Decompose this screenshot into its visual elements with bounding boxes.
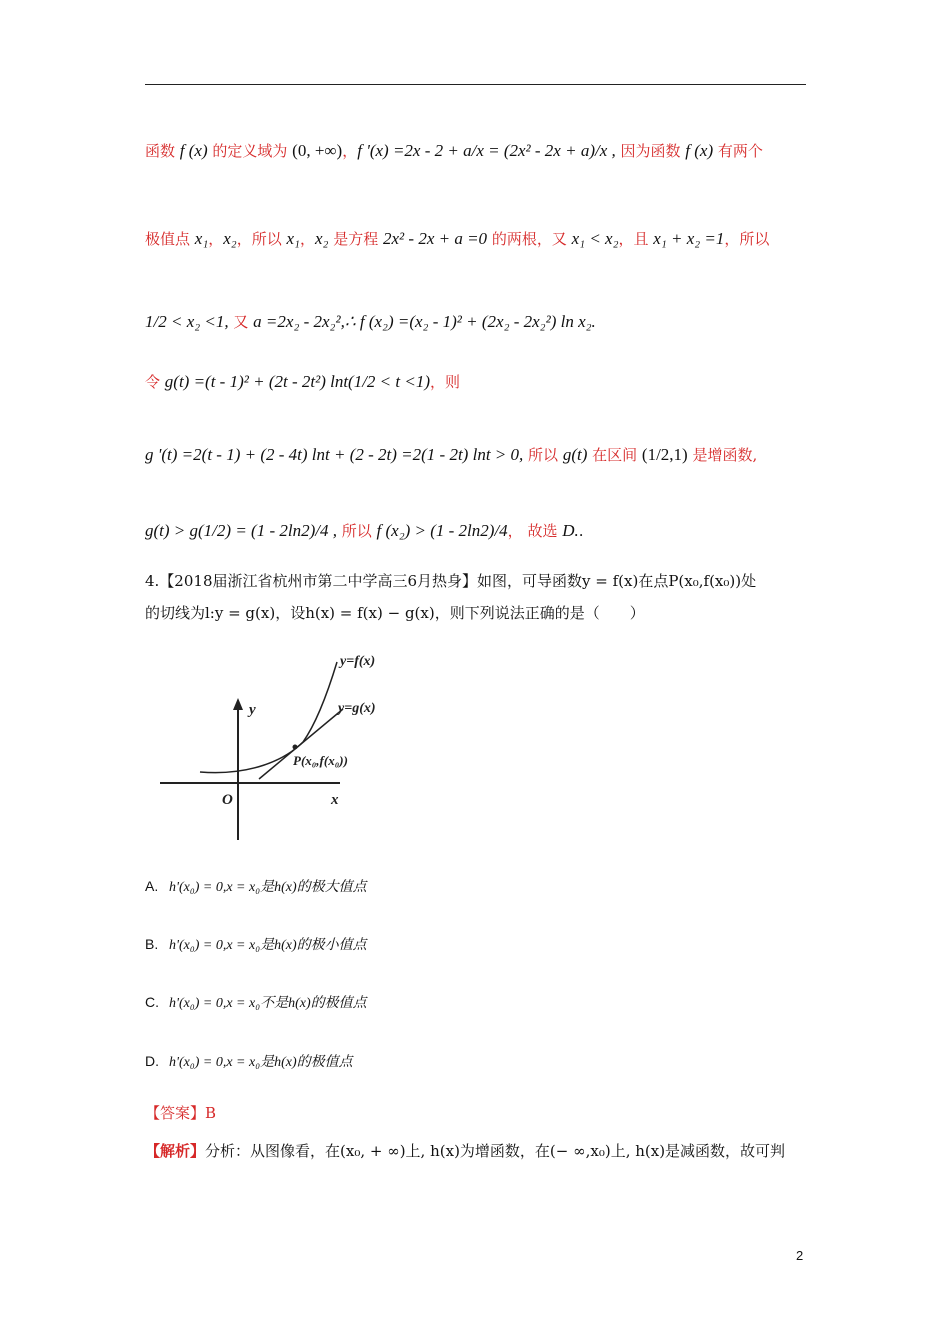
text-comma-b: ， bbox=[299, 230, 315, 248]
option-c-label: C. bbox=[145, 994, 159, 1010]
math-g-def: g(t) =(t - 1)² + (2t - 2t²) lnt(1/2 < t <1) bbox=[164, 372, 431, 391]
analysis-line bbox=[145, 1137, 810, 1165]
text-choose: ， 故选 bbox=[507, 522, 563, 540]
math-interval: (1/2,1) bbox=[641, 445, 688, 464]
solution-line-3 bbox=[145, 308, 810, 336]
math-equation: 2x² - 2x + a =0 bbox=[383, 229, 488, 248]
math-f-bound: f (x₂) > (1 - 2ln2)/4 bbox=[376, 521, 508, 540]
label-p: P(x₀,f(x₀)) bbox=[293, 753, 348, 768]
text-increasing: 是增函数, bbox=[687, 446, 758, 464]
option-a-label: A. bbox=[145, 878, 159, 894]
answer-tag: 【答案】 bbox=[145, 1104, 206, 1122]
math-range-x2: 1/2 < x₂ <1, bbox=[145, 312, 229, 331]
function-graph bbox=[155, 650, 415, 845]
option-d-text: h'(x₀) = 0,x = x₀是h(x)的极值点 bbox=[169, 1055, 353, 1070]
option-a bbox=[145, 873, 367, 901]
tangent-line-g bbox=[259, 709, 343, 779]
answer-line bbox=[145, 1099, 810, 1127]
math-x1-plus-x2: x₁ + x₂ =1 bbox=[653, 229, 725, 248]
option-c bbox=[145, 989, 367, 1017]
text-extreme-points: 极值点 bbox=[145, 230, 195, 248]
label-origin: O bbox=[222, 792, 233, 808]
solution-line-1 bbox=[145, 137, 810, 165]
option-a-text: h'(x₀) = 0,x = x₀是h(x)的极大值点 bbox=[169, 880, 367, 895]
option-c-text: h'(x₀) = 0,x = x₀不是h(x)的极值点 bbox=[169, 996, 367, 1011]
option-d bbox=[145, 1048, 353, 1076]
text-comma-a: ， bbox=[208, 230, 224, 248]
text-domain-is: 的定义域为 bbox=[207, 142, 293, 160]
y-axis-arrow-icon bbox=[233, 698, 243, 710]
point-p bbox=[293, 745, 298, 750]
text-then: ，则 bbox=[430, 373, 461, 391]
math-x1-lt-x2: x₁ < x₂ bbox=[571, 229, 619, 248]
text-period: . bbox=[578, 522, 584, 540]
math-x1: x₁ bbox=[194, 229, 209, 248]
math-fx: f (x) bbox=[179, 141, 208, 160]
solution-line-6 bbox=[145, 517, 810, 545]
text-because: 因为函数 bbox=[615, 142, 686, 160]
answer-value: B bbox=[205, 1104, 217, 1122]
header-rule bbox=[145, 84, 806, 85]
label-y: y bbox=[249, 702, 256, 718]
math-x2-b: x₂ bbox=[315, 229, 329, 248]
math-x2: x₂ bbox=[223, 229, 237, 248]
text-so: ，所以 bbox=[236, 230, 287, 248]
text-so-b: ，所以 bbox=[724, 230, 770, 248]
option-b-text: h'(x₀) = 0,x = x₀是h(x)的极小值点 bbox=[169, 938, 367, 953]
text-comma: ， bbox=[342, 142, 358, 160]
math-choice-d: D. bbox=[562, 521, 579, 540]
math-g-derivative: g '(t) =2(t - 1) + (2 - 4t) lnt + (2 - 2t) =2(1 - 2t) lnt > 0, bbox=[145, 445, 524, 464]
text-on-interval: 在区间 bbox=[587, 446, 642, 464]
text-so-d: 所以 bbox=[336, 522, 377, 540]
text-also: 又 bbox=[228, 313, 254, 331]
text-are-roots-of: 是方程 bbox=[328, 230, 384, 248]
label-g: y=g(x) bbox=[338, 701, 376, 716]
option-d-label: D. bbox=[145, 1053, 159, 1069]
math-fx-2: f (x) bbox=[685, 141, 714, 160]
math-f-x2: a =2x₂ - 2x₂²,∴ f (x₂) =(x₂ - 1)² + (2x₂ - 2x₂²) ln x₂. bbox=[253, 312, 596, 331]
solution-line-4 bbox=[145, 368, 810, 396]
label-f: y=f(x) bbox=[340, 654, 376, 669]
analysis-tag: 【解析】 bbox=[145, 1142, 206, 1160]
analysis-text: 分析：从图像看，在(x₀, + ∞)上, h(x)为增函数，在(− ∞,x₀)上, h(x)是减函数，故可判 bbox=[205, 1142, 786, 1160]
math-gt: g(t) bbox=[562, 445, 588, 464]
math-g-bound: g(t) > g(1/2) = (1 - 2ln2)/4 , bbox=[145, 521, 337, 540]
question-line-2: 的切线为l:y = g(x)，设h(x) = f(x) − g(x)，则下列说法正确的是（ ） bbox=[145, 604, 645, 622]
solution-line-5 bbox=[145, 441, 810, 469]
math-x1-b: x₁ bbox=[286, 229, 300, 248]
text-has-two: 有两个 bbox=[713, 142, 763, 160]
text-domain-intro: 函数 bbox=[145, 142, 180, 160]
text-and: ，且 bbox=[618, 230, 654, 248]
option-b bbox=[145, 931, 367, 959]
label-x: x bbox=[331, 792, 339, 808]
text-let: 令 bbox=[145, 373, 165, 391]
text-two-roots: 的两根，又 bbox=[487, 230, 572, 248]
page-number: 2 bbox=[796, 1248, 804, 1263]
question-line-1: 4.【2018届浙江省杭州市第二中学高三6月热身】如图，可导函数y = f(x)在点P(x₀,f(x₀))处 bbox=[145, 572, 757, 590]
math-derivative: f '(x) =2x - 2 + a/x = (2x² - 2x + a)/x , bbox=[357, 141, 616, 160]
text-so-c: 所以 bbox=[523, 446, 563, 464]
option-b-label: B. bbox=[145, 936, 159, 952]
math-domain: (0, +∞) bbox=[292, 141, 343, 160]
solution-line-2 bbox=[145, 225, 810, 253]
